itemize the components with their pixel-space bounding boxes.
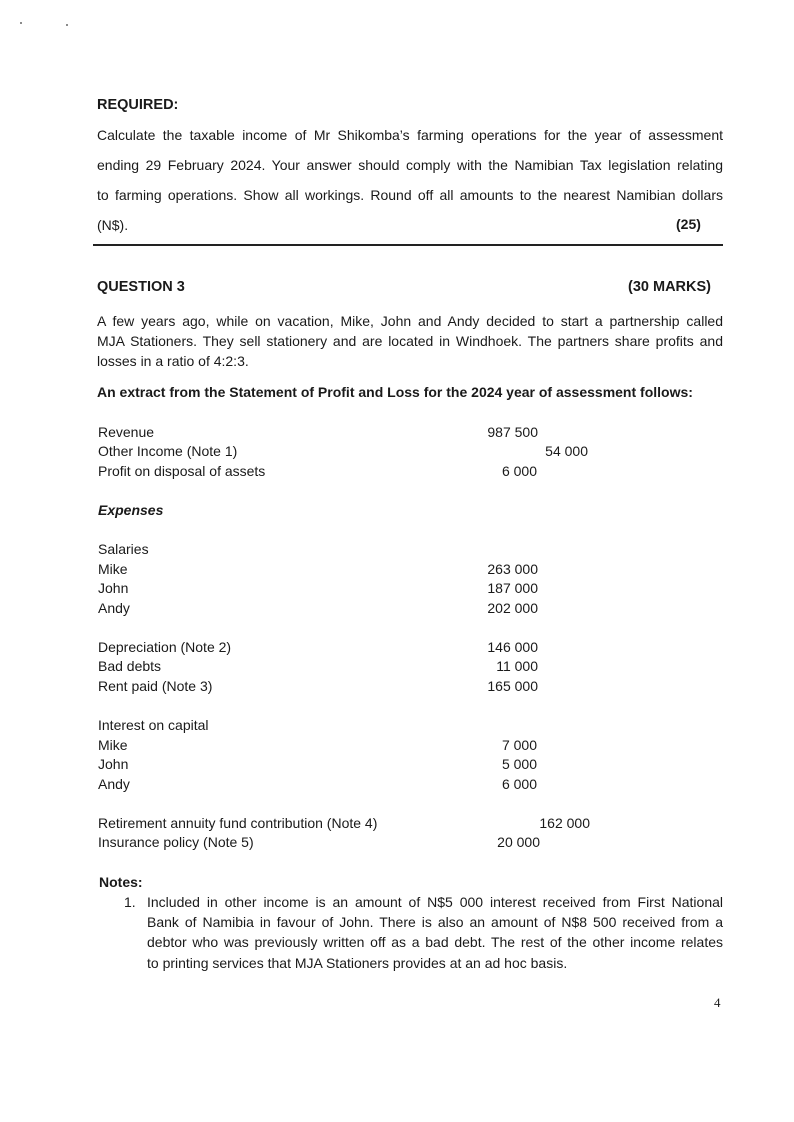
insurance-label: Insurance policy (Note 5) xyxy=(98,834,254,850)
retirement-label: Retirement annuity fund contribution (Note 4) xyxy=(98,815,378,831)
profit-disposal-label: Profit on disposal of assets xyxy=(98,463,266,479)
required-line-3: to farming operations. Show all workings. Round off all amounts to the nearest Namibian dollars xyxy=(97,187,723,203)
rent-label: Rent paid (Note 3) xyxy=(98,678,213,694)
revenue-amount: 987 500 xyxy=(487,424,538,440)
note-1-number: 1. xyxy=(124,894,136,910)
rent-amount: 165 000 xyxy=(487,678,538,694)
salaries-heading: Salaries xyxy=(98,541,149,557)
required-line-1: Calculate the taxable income of Mr Shikomba’s farming operations for the year of assessment xyxy=(97,127,723,143)
salary-andy-label: Andy xyxy=(98,600,130,616)
page-number: 4 xyxy=(714,995,721,1010)
salary-mike-label: Mike xyxy=(98,561,128,577)
salary-john-amount: 187 000 xyxy=(487,580,538,596)
salary-john-label: John xyxy=(98,580,129,596)
required-line-2: ending 29 February 2024. Your answer should comply with the Namibian Tax legislation relating xyxy=(97,157,723,173)
bad-debts-label: Bad debts xyxy=(98,658,162,674)
note-1-line-3: debtor who was previously written off as a bad debt. The rest of the other income relates xyxy=(147,934,723,950)
insurance-amount: 20 000 xyxy=(497,834,540,850)
interest-mike-label: Mike xyxy=(98,737,128,753)
note-1-line-1: Included in other income is an amount of N$5 000 interest received from First National xyxy=(147,894,723,910)
question-intro-line-2: MJA Stationers. They sell stationery and are located in Windhoek. The partners share profits and xyxy=(97,333,723,349)
required-marks: (25) xyxy=(676,216,701,232)
scan-mark xyxy=(66,24,68,26)
salary-andy-amount: 202 000 xyxy=(487,600,538,616)
other-income-amount: 54 000 xyxy=(545,443,588,459)
scan-mark xyxy=(20,22,22,24)
profit-disposal-amount: 6 000 xyxy=(501,463,537,479)
question-marks: (30 MARKS) xyxy=(628,279,711,295)
other-income-label: Other Income (Note 1) xyxy=(98,443,238,459)
retirement-amount: 162 000 xyxy=(539,815,590,831)
notes-heading: Notes: xyxy=(99,874,143,890)
revenue-label: Revenue xyxy=(98,424,155,440)
interest-john-label: John xyxy=(98,756,129,772)
note-1-line-4: to printing services that MJA Stationers provides at an ad hoc basis. xyxy=(147,955,568,971)
expenses-heading: Expenses xyxy=(98,502,164,518)
interest-john-amount: 5 000 xyxy=(501,756,537,772)
depreciation-amount: 146 000 xyxy=(487,639,538,655)
interest-andy-label: Andy xyxy=(98,776,130,792)
depreciation-label: Depreciation (Note 2) xyxy=(98,639,232,655)
question-intro-line-3: losses in a ratio of 4:2:3. xyxy=(97,353,249,369)
note-1-line-2: Bank of Namibia in favour of John. There is also an amount of N$8 500 received from a xyxy=(147,914,723,930)
question-title: QUESTION 3 xyxy=(97,279,185,295)
interest-heading: Interest on capital xyxy=(98,717,209,733)
question-intro-line-1: A few years ago, while on vacation, Mike, John and Andy decided to start a partnership called xyxy=(97,313,723,329)
section-divider xyxy=(93,244,723,246)
required-line-4: (N$). xyxy=(97,217,129,233)
extract-heading: An extract from the Statement of Profit and Loss for the 2024 year of assessment follows: xyxy=(97,384,693,400)
required-heading: REQUIRED: xyxy=(97,97,179,113)
salary-mike-amount: 263 000 xyxy=(487,561,538,577)
interest-andy-amount: 6 000 xyxy=(501,776,537,792)
bad-debts-amount: 11 000 xyxy=(496,658,538,674)
interest-mike-amount: 7 000 xyxy=(501,737,537,753)
